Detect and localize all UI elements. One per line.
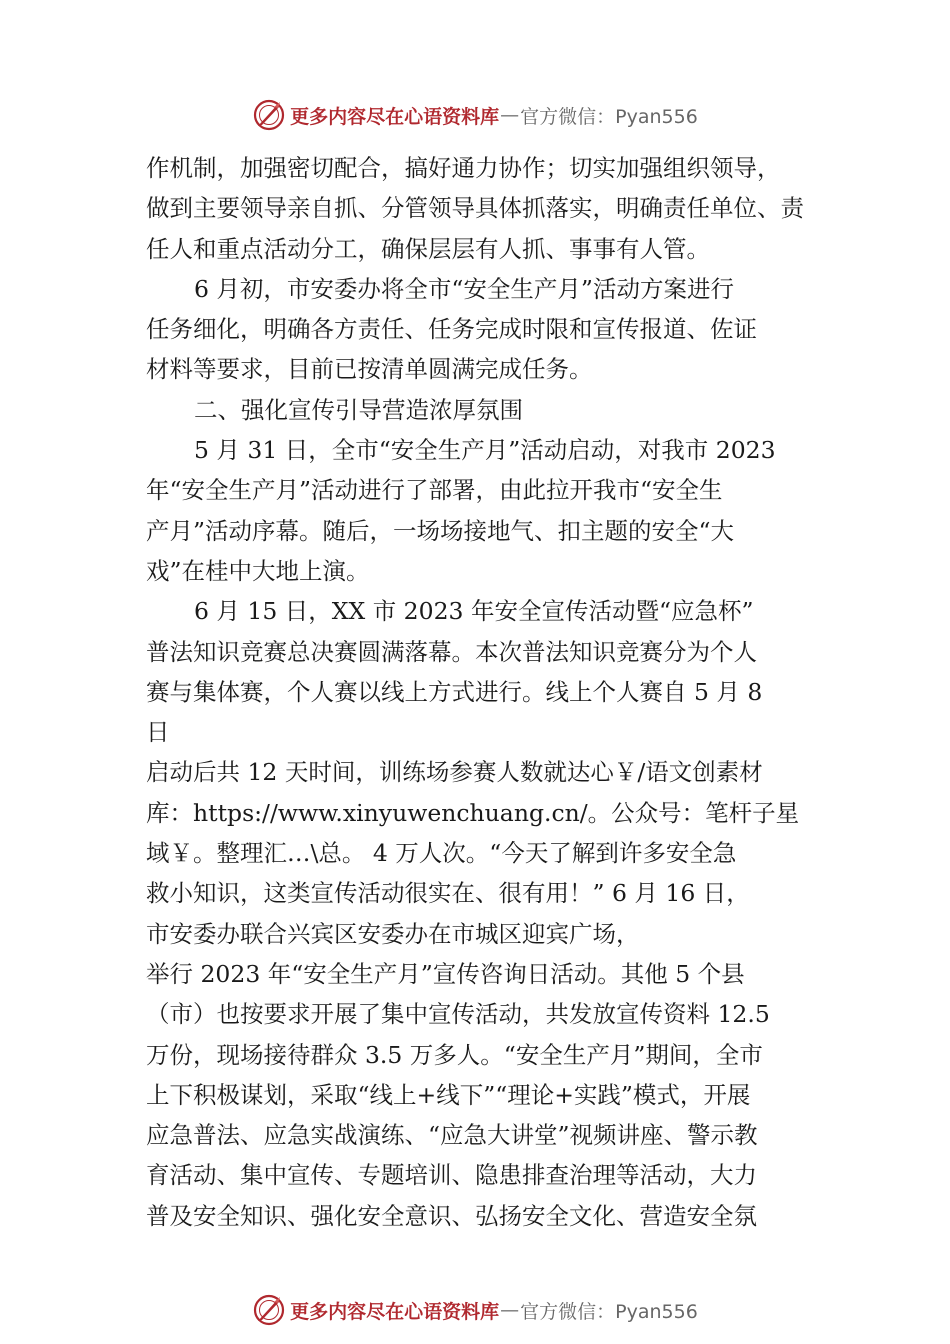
paragraph-start: 6 月初，市安委办将全市“安全生产月”活动方案进行 [194,274,734,303]
text-line: 举行 2023 年“安全生产月”宣传咨询日活动。其他 5 个县 [146,959,745,988]
separator-dash: — [500,1299,520,1321]
text-line: 普及安全知识、强化安全意识、弘扬安全文化、营造安全氛 [146,1201,757,1230]
text-line: 普法知识竞赛总决赛圆满落幕。本次普法知识竞赛分为个人 [146,637,757,666]
separator-dash: — [500,104,520,126]
document-body [146,148,810,1236]
header-banner [0,95,950,135]
footer-banner [0,1290,950,1330]
wechat-contact: 官方微信：Pyan556 [520,1300,698,1323]
text-line: 年“安全生产月”活动进行了部署，由此拉开我市“安全生 [146,476,723,505]
text-line: 作机制，加强密切配合，搞好通力协作；切实加强组织领导， [146,154,781,182]
text-line: 上下积极谋划，采取“线上+线下”“理论+实践”模式，开展 [146,1080,751,1109]
text-line: 万份，现场接待群众 3.5 万多人。“安全生产月”期间，全市 [146,1040,763,1069]
brand-name: 更多内容尽在心语资料库 [290,1300,500,1323]
text-line: 赛与集体赛，个人赛以线上方式进行。线上个人赛自 5 月 8 [146,677,763,706]
text-line: 戏”在桂中大地上演。 [146,556,370,585]
text-line: （市）也按要求开展了集中宣传活动，共发放宣传资料 12.5 [146,1000,770,1029]
text-line: 日 [146,718,170,747]
text-line: 做到主要领导亲自抓、分管领导具体抓落实，明确责任单位、责 [146,194,804,223]
brand-name: 更多内容尽在心语资料库 [290,105,500,128]
text-line: 任务细化，明确各方责任、任务完成时限和宣传报道、佐证 [146,315,757,344]
text-line: 任人和重点活动分工，确保层层有人抓、事事有人管。 [146,234,710,263]
text-line: 救小知识，这类宣传活动很实在、很有用！” 6 月 16 日， [146,879,750,908]
feather-pen-seal-icon [252,1293,286,1327]
text-line: 库：https://www.xinyuwenchuang.cn/。公众号：笔杆子星 [146,798,800,827]
paragraph-start: 6 月 15 日，XX 市 2023 年安全宣传活动暨“应急杯” [194,597,754,626]
section-heading: 二、强化宣传引导营造浓厚氛围 [194,395,523,424]
text-line: 产月”活动序幕。随后，一场场接地气、扣主题的安全“大 [146,516,735,545]
paragraph-start: 5 月 31 日，全市“安全生产月”活动启动，对我市 2023 [194,436,776,465]
text-line: 应急普法、应急实战演练、“应急大讲堂”视频讲座、警示教 [146,1121,758,1150]
feather-pen-seal-icon [252,98,286,132]
text-line: 域￥。整理汇…\总。 4 万人次。“今天了解到许多安全急 [146,839,737,868]
text-line: 启动后共 12 天时间，训练场参赛人数就达心￥/语文创素材 [146,758,763,787]
text-line: 育活动、集中宣传、专题培训、隐患排查治理等活动，大力 [146,1161,757,1190]
text-line: 市安委办联合兴宾区安委办在市城区迎宾广场， [146,919,640,948]
wechat-contact: 官方微信：Pyan556 [520,105,698,128]
text-line: 材料等要求，目前已按清单圆满完成任务。 [146,355,593,384]
